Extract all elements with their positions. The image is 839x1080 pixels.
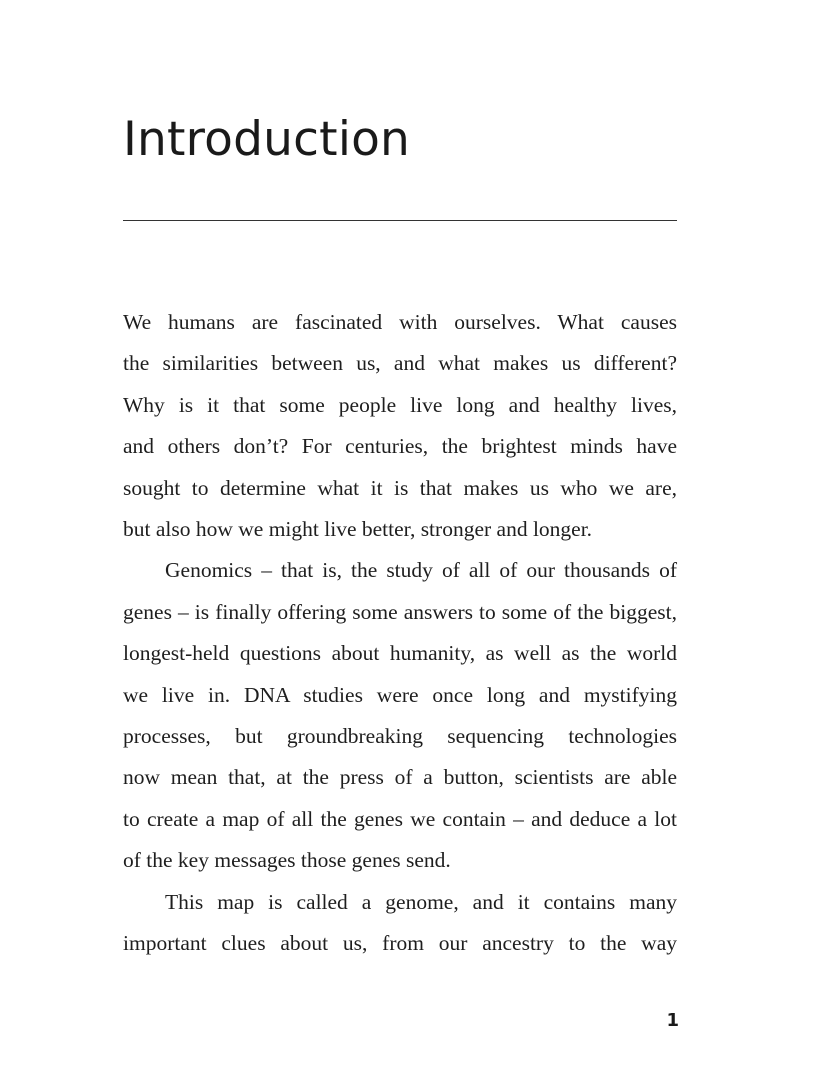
text-line: genes – is finally offering some answers to some of the biggest, <box>123 599 677 624</box>
text-line: the similarities between us, and what makes us different? <box>123 351 677 376</box>
paragraph-3 <box>123 882 677 965</box>
text-line: of the key messages those genes send. <box>123 848 451 873</box>
text-line: we live in. DNA studies were once long and mystifying <box>123 682 677 707</box>
chapter-title: Introduction <box>123 112 411 167</box>
page-number: 1 <box>666 1010 679 1031</box>
title-divider <box>123 220 677 221</box>
text-line: but also how we might live better, stronger and longer. <box>123 517 593 542</box>
text-line: to create a map of all the genes we contain – and deduce a lot <box>123 806 677 831</box>
text-line: important clues about us, from our ancestry to the way <box>123 931 677 956</box>
text-line: longest-held questions about humanity, as well as the world <box>123 641 677 666</box>
text-line: sought to determine what it is that makes us who we are, <box>123 475 677 500</box>
text-line: Why is it that some people live long and healthy lives, <box>123 392 677 417</box>
text-line: This map is called a genome, and it contains many <box>165 889 677 914</box>
text-line: processes, but groundbreaking sequencing technologies <box>123 724 677 749</box>
text-line: and others don’t? For centuries, the brightest minds have <box>123 434 677 459</box>
text-line: Genomics – that is, the study of all of our thousands of <box>165 558 677 583</box>
body-text <box>123 302 677 965</box>
text-line: We humans are fascinated with ourselves. What causes <box>123 310 677 334</box>
paragraph-2 <box>123 550 677 881</box>
paragraph-1 <box>123 302 677 550</box>
text-line: now mean that, at the press of a button, scientists are able <box>123 765 677 790</box>
